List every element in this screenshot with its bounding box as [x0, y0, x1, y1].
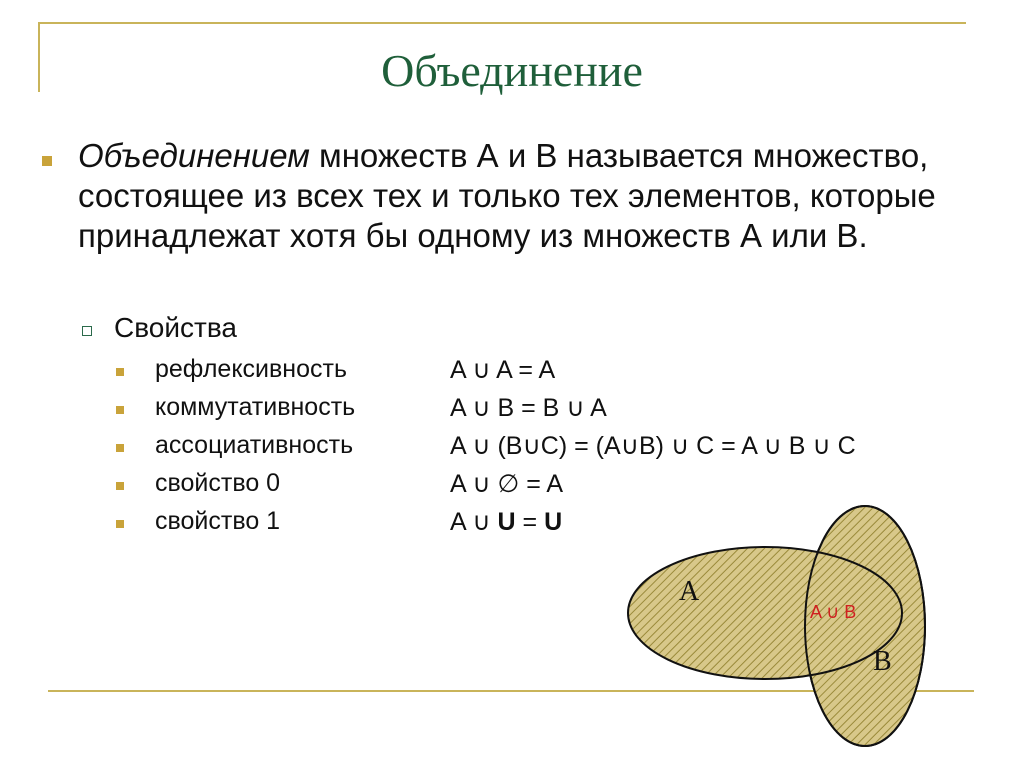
formula-equals: =	[515, 508, 545, 536]
frame-top-line	[38, 22, 966, 24]
property-formula: A ∪ (B∪C) = (A∪B) ∪ C = A ∪ B ∪ C	[450, 432, 856, 460]
bullet-square-icon	[116, 520, 124, 528]
property-formula: A ∪ ∅ = A	[450, 470, 564, 498]
bullet-square-icon	[116, 482, 124, 490]
union-label: A ∪ B	[810, 602, 857, 622]
property-formula	[450, 507, 562, 537]
bullet-square-icon	[116, 406, 124, 414]
set-a-label: A	[679, 576, 700, 607]
definition-text: множеств А и В называется множество, состоящее из всех тех и только тех элементов, которые принадлежат хотя бы одному из множеств А или В.	[78, 137, 936, 254]
venn-diagram	[600, 500, 960, 760]
universal-set-symbol: U	[544, 508, 563, 536]
formula-prefix: A ∪	[450, 508, 498, 536]
bullet-square-icon	[116, 368, 124, 376]
property-name: коммутативность	[155, 393, 356, 421]
set-a-ellipse	[628, 547, 902, 679]
property-name: ассоциативность	[155, 431, 354, 459]
universal-set-symbol: U	[497, 508, 516, 536]
bullet-square-icon	[116, 444, 124, 452]
definition-term: Объединением	[78, 137, 310, 174]
bullet-square-icon	[42, 156, 52, 166]
definition-paragraph	[78, 136, 1008, 256]
property-name: свойство 1	[155, 507, 281, 535]
hollow-square-bullet-icon	[82, 326, 92, 336]
property-name: свойство 0	[155, 469, 281, 497]
property-formula: A ∪ B = B ∪ A	[450, 394, 607, 422]
property-name: рефлексивность	[155, 355, 347, 383]
set-b-label: B	[873, 646, 892, 677]
venn-diagram-svg	[600, 500, 960, 760]
properties-heading: Свойства	[114, 312, 237, 343]
property-formula: A ∪ A = A	[450, 356, 556, 384]
slide-title: Объединение	[381, 45, 643, 96]
